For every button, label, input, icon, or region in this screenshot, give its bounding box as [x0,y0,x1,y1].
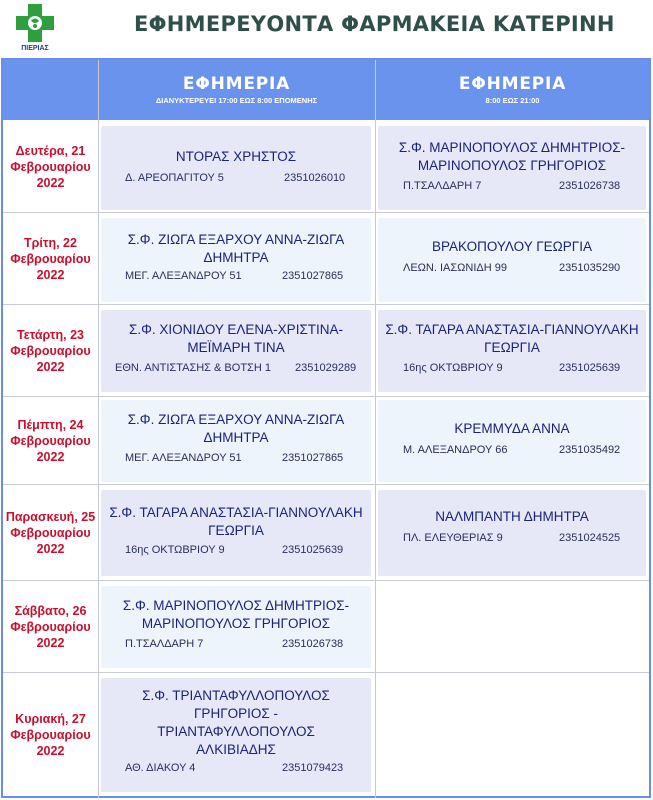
pharmacy-name: Σ.Φ. ΧΙΟΝΙΔΟΥ ΕΛΕΝΑ-ΧΡΙΣΤΙΝΑ-ΜΕΪΜΑΡΗ ΤΙΝΑ [128,322,344,355]
day-label: Τρίτη, 22 Φεβρουαρίου 2022 [10,236,91,282]
pharmacy-name: Σ.Φ. ΖΙΩΓΑ ΕΞΑΡΧΟΥ ΑΝΝΑ-ΖΙΩΓΑ ΔΗΜΗΤΡΑ [127,232,345,265]
column-divider [98,60,99,798]
pharmacy-address: ΜΕΓ. ΑΛΕΞΑΝΔΡΟΥ 51 [125,452,242,464]
day-label: Τετάρτη, 23 Φεβρουαρίου 2022 [10,328,91,374]
day-label: Σάββατο, 26 Φεβρουαρίου 2022 [10,604,91,650]
row-divider [3,672,649,673]
pharmacy-phone: 2351079423 [282,762,344,774]
day-label: Παρασκευή, 25 Φεβρουαρίου 2022 [5,510,96,556]
logo-text: ΠΙΕΡΙΑΣ [21,45,49,52]
pharmacy-phone: 2351025639 [559,362,621,374]
day-label: Κυριακή, 27 Φεβρουαρίου 2022 [10,712,91,758]
column-header-night [98,60,375,120]
page-header [0,0,653,58]
day-label: Πέμπτη, 24 Φεβρουαρίου 2022 [10,418,91,464]
column-header-night-title: ΕΦΗΜΕΡΙΑ [182,74,291,94]
pharmacy-phone: 2351035492 [559,444,621,456]
pharmacy-name: Σ.Φ. ΖΙΩΓΑ ΕΞΑΡΧΟΥ ΑΝΝΑ-ΖΙΩΓΑ ΔΗΜΗΤΡΑ [127,412,345,445]
pharmacy-cross-logo [14,2,56,54]
row-divider [3,484,649,485]
pharmacy-phone: 2351035290 [559,262,621,274]
night-pharmacy-cell [101,310,371,392]
night-pharmacy-cell [101,400,371,482]
pharmacy-name: ΝΑΛΜΠΑΝΤΗ ΔΗΜΗΤΡΑ [435,509,589,524]
day-pharmacy-cell [378,490,646,576]
day-label: Δευτέρα, 21 Φεβρουαρίου 2022 [10,144,91,190]
night-pharmacy-cell [101,678,371,792]
pharmacy-address: Δ. ΑΡΕΟΠΑΓΙΤΟΥ 5 [125,172,224,184]
pharmacy-phone: 2351026738 [282,638,344,650]
row-divider [3,580,649,581]
day-pharmacy-cell [378,218,646,302]
pharmacy-name: ΒΡΑΚΟΠΟΥΛΟΥ ΓΕΩΡΓΙΑ [432,239,592,254]
pharmacy-address: 16ης ΟΚΤΩΒΡΙΟΥ 9 [125,544,225,556]
pharmacy-address: Π.ΤΣΑΛΔΑΡΗ 7 [403,180,482,192]
pharmacy-address: ΑΘ. ΔΙΑΚΟΥ 4 [125,762,196,774]
pharmacy-name: ΝΤΟΡΑΣ ΧΡΗΣΤΟΣ [175,149,297,164]
day-pharmacy-cell [378,126,646,210]
pharmacy-phone: 2351026010 [284,172,346,184]
day-pharmacy-cell [378,400,646,482]
pharmacy-phone: 2351025639 [282,544,344,556]
pharmacy-address: ΕΘΝ. ΑΝΤΙΣΤΑΣΗΣ & ΒΟΤΣΗ 1 [115,362,271,374]
pharmacy-phone: 2351029289 [295,362,357,374]
header-corner-cell [3,60,98,120]
pharmacy-address: ΠΛ. ΕΛΕΥΘΕΡΙΑΣ 9 [403,532,503,544]
column-header-night-subtitle: ΔΙΑΝΥΚΤΕΡΕΥΕΙ 17:00 ΕΩΣ 8:00 ΕΠΟΜΕΝΗΣ [155,96,318,105]
column-header-day [376,60,649,120]
row-divider [3,396,649,397]
pharmacy-phone: 2351027865 [282,452,344,464]
pharmacy-address: 16ης ΟΚΤΩΒΡΙΟΥ 9 [403,362,503,374]
row-divider [3,212,649,213]
night-pharmacy-cell [101,126,371,210]
pharmacy-name: Σ.Φ. ΜΑΡΙΝΟΠΟΥΛΟΣ ΔΗΜΗΤΡΙΟΣ-ΜΑΡΙΝΟΠΟΥΛΟΣ ΓΡΗΓΟΡΙΟΣ [122,598,350,631]
pharmacy-name: ΚΡΕΜΜΥΔΑ ΑΝΝΑ [454,421,570,436]
pharmacy-name: Σ.Φ. ΤΑΓΑΡΑ ΑΝΑΣΤΑΣΙΑ-ΓΙΑΝΝΟΥΛΑΚΗ ΓΕΩΡΓΙΑ [109,505,363,538]
column-header-day-subtitle: 8:00 ΕΩΣ 21:00 [485,96,540,105]
column-header-day-title: ΕΦΗΜΕΡΙΑ [458,74,567,94]
pharmacy-phone: 2351024525 [559,532,621,544]
pharmacy-name: Σ.Φ. ΤΡΙΑΝΤΑΦΥΛΛΟΠΟΥΛΟΣ ΓΡΗΓΟΡΙΟΣ - ΤΡΙΑΝΤΑΦΥΛΛΟΠΟΥΛΟΣ ΑΛΚΙΒΙΑΔΗΣ [142,688,330,757]
page-title: ΕΦΗΜΕΡΕΥΟΝΤΑ ΦΑΡΜΑΚΕΙΑ ΚΑΤΕΡΙΝΗ [134,12,615,36]
night-pharmacy-cell [101,586,371,668]
pharmacy-phone: 2351026738 [559,180,621,192]
pharmacy-name: Σ.Φ. ΜΑΡΙΝΟΠΟΥΛΟΣ ΔΗΜΗΤΡΙΟΣ-ΜΑΡΙΝΟΠΟΥΛΟΣ ΓΡΗΓΟΡΙΟΣ [398,140,626,173]
pharmacy-address: ΜΕΓ. ΑΛΕΞΑΝΔΡΟΥ 51 [125,270,242,282]
pharmacy-address: Π.ΤΣΑΛΔΑΡΗ 7 [125,638,204,650]
pharmacy-address: ΛΕΩΝ. ΙΑΣΩΝΙΔΗ 99 [403,262,507,274]
night-pharmacy-cell [101,218,371,302]
row-divider [3,304,649,305]
pharmacy-phone: 2351027865 [282,270,344,282]
pharmacy-name: Σ.Φ. ΤΑΓΑΡΑ ΑΝΑΣΤΑΣΙΑ-ΓΙΑΝΝΟΥΛΑΚΗ ΓΕΩΡΓΙΑ [385,322,639,355]
column-divider [375,60,376,798]
day-pharmacy-cell [378,310,646,392]
night-pharmacy-cell [101,490,371,576]
pharmacy-address: Μ. ΑΛΕΞΑΝΔΡΟΥ 66 [403,444,508,456]
